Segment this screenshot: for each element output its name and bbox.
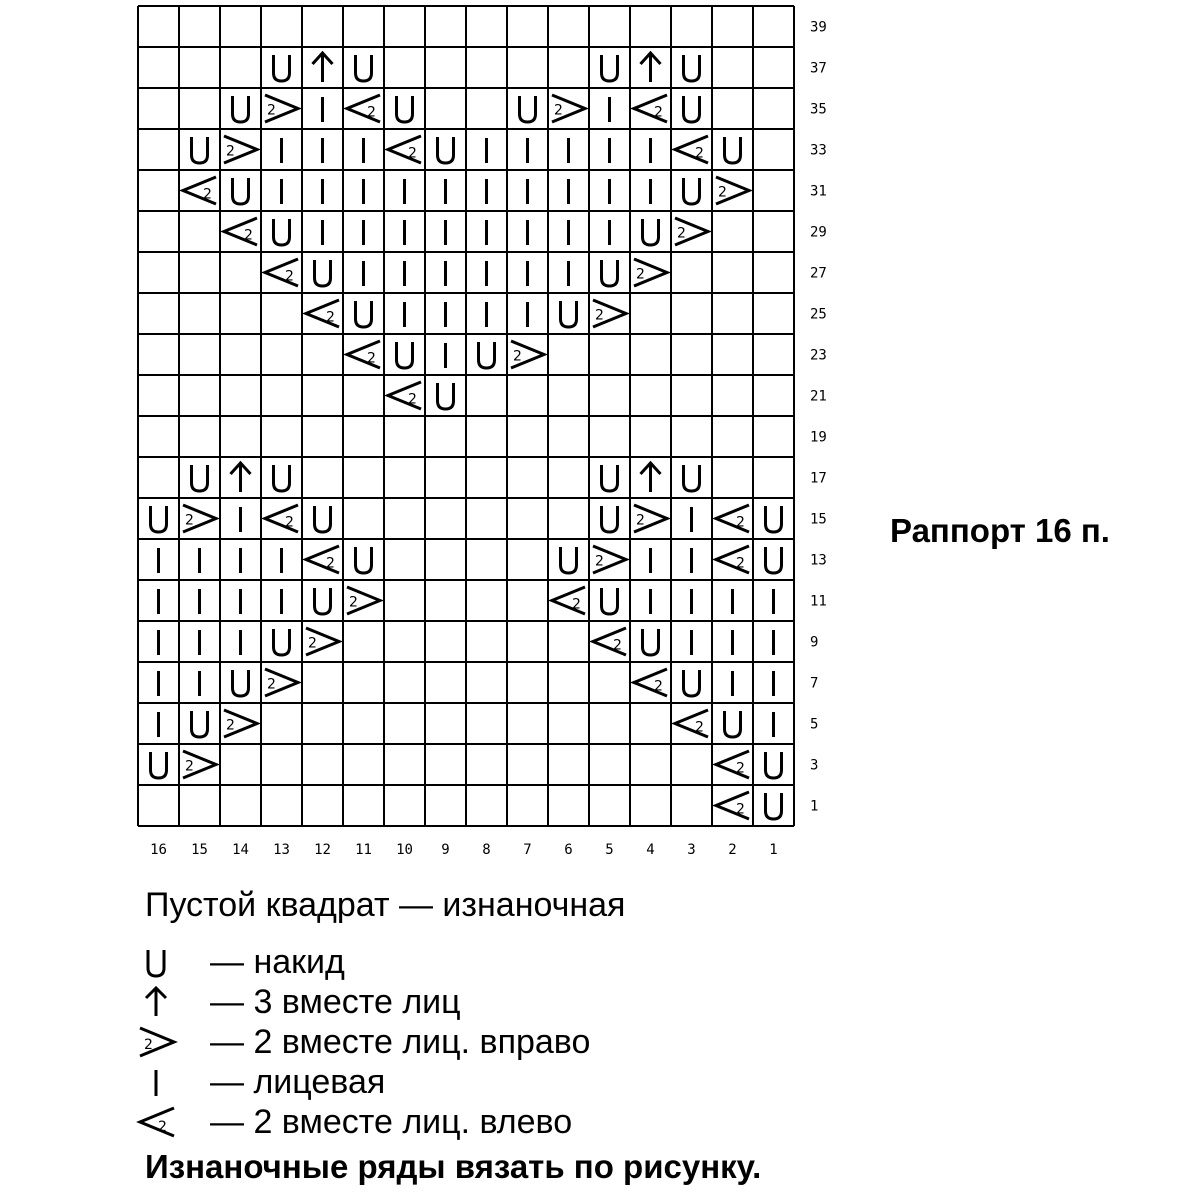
row-number: 35 xyxy=(810,101,827,118)
column-number: 13 xyxy=(273,842,290,858)
legend-item-yarn-over xyxy=(130,942,830,982)
yarn-over-icon xyxy=(766,506,782,532)
k3tog-icon xyxy=(130,982,190,1022)
yarn-over-icon xyxy=(438,137,454,163)
legend-item-k2tog-right xyxy=(130,1022,830,1062)
k2tog-right-number: 2 xyxy=(595,307,604,324)
yarn-over-icon xyxy=(725,711,741,737)
yarn-over-icon xyxy=(766,793,782,819)
row-number: 33 xyxy=(810,142,827,159)
k2tog-right-number: 2 xyxy=(554,102,563,119)
svg-text:2: 2 xyxy=(144,1037,153,1053)
yarn-over-icon xyxy=(151,506,167,532)
k2tog-left-number: 2 xyxy=(736,801,745,818)
k2tog-right-number: 2 xyxy=(267,676,276,693)
row-number: 21 xyxy=(810,388,827,405)
k2tog-left-number: 2 xyxy=(654,104,663,121)
k2tog-left-number: 2 xyxy=(367,350,376,367)
yarn-over-icon xyxy=(725,137,741,163)
yarn-over-icon xyxy=(602,260,618,286)
footnote: Изнаночные ряды вязать по рисунку. xyxy=(145,1148,762,1185)
k2tog-left-number: 2 xyxy=(285,268,294,285)
row-number: 27 xyxy=(810,265,827,282)
column-number: 2 xyxy=(728,842,737,858)
yarn-over-icon xyxy=(643,629,659,655)
k2tog-right-icon xyxy=(130,1022,190,1062)
yarn-over-icon xyxy=(766,752,782,778)
k2tog-right-number: 2 xyxy=(226,143,235,160)
yarn-over-icon xyxy=(479,342,495,368)
column-number: 15 xyxy=(191,842,208,858)
yarn-over-icon xyxy=(130,942,190,982)
yarn-over-icon xyxy=(274,629,290,655)
k2tog-right-number: 2 xyxy=(677,225,686,242)
yarn-over-icon xyxy=(192,137,208,163)
yarn-over-icon xyxy=(561,301,577,327)
yarn-over-icon xyxy=(274,219,290,245)
k2tog-left-number: 2 xyxy=(654,678,663,695)
k2tog-left-number: 2 xyxy=(203,186,212,203)
row-number: 37 xyxy=(810,60,827,77)
legend-item-k3tog xyxy=(130,982,830,1022)
legend-text: — 2 вместе лиц. влево xyxy=(210,1103,573,1141)
k2tog-left-number: 2 xyxy=(285,514,294,531)
k2tog-right-number: 2 xyxy=(513,348,522,365)
k2tog-left-number: 2 xyxy=(244,227,253,244)
column-number: 8 xyxy=(482,842,491,858)
yarn-over-icon xyxy=(602,465,618,491)
row-number: 15 xyxy=(810,511,827,528)
yarn-over-icon xyxy=(684,96,700,122)
yarn-over-icon xyxy=(151,752,167,778)
row-number: 7 xyxy=(810,675,819,692)
yarn-over-icon xyxy=(274,465,290,491)
column-number: 12 xyxy=(314,842,331,858)
yarn-over-icon xyxy=(766,547,782,573)
column-number: 14 xyxy=(232,842,249,858)
row-number: 23 xyxy=(810,347,827,364)
legend-text: — лицевая xyxy=(210,1063,386,1101)
k2tog-left-number: 2 xyxy=(408,145,417,162)
k2tog-left-number: 2 xyxy=(408,391,417,408)
row-number: 25 xyxy=(810,306,827,323)
yarn-over-icon xyxy=(684,178,700,204)
legend-text: — накид xyxy=(210,943,345,981)
legend-text: — 2 вместе лиц. вправо xyxy=(210,1023,591,1061)
k2tog-right-number: 2 xyxy=(226,717,235,734)
yarn-over-icon xyxy=(684,670,700,696)
row-number: 29 xyxy=(810,224,827,241)
rapport-label: Раппорт 16 п. xyxy=(890,512,1110,549)
yarn-over-icon xyxy=(233,670,249,696)
row-number: 13 xyxy=(810,552,827,569)
k2tog-right-number: 2 xyxy=(349,594,358,611)
legend-item-k2tog-left xyxy=(130,1102,830,1142)
yarn-over-icon xyxy=(233,178,249,204)
k2tog-right-number: 2 xyxy=(267,102,276,119)
yarn-over-icon xyxy=(684,55,700,81)
k2tog-right-number: 2 xyxy=(636,512,645,529)
svg-text:2: 2 xyxy=(158,1119,167,1135)
yarn-over-icon xyxy=(315,506,331,532)
yarn-over-icon xyxy=(561,547,577,573)
yarn-over-icon xyxy=(643,219,659,245)
yarn-over-icon xyxy=(602,506,618,532)
yarn-over-icon xyxy=(397,96,413,122)
column-number: 10 xyxy=(396,842,413,858)
legend-title: Пустой квадрат — изнаночная xyxy=(145,886,626,924)
k2tog-left-number: 2 xyxy=(736,514,745,531)
row-number: 3 xyxy=(810,757,819,774)
row-number: 31 xyxy=(810,183,827,200)
row-number: 5 xyxy=(810,716,819,733)
yarn-over-icon xyxy=(602,55,618,81)
k2tog-left-number: 2 xyxy=(326,555,335,572)
row-number: 1 xyxy=(810,798,819,815)
yarn-over-icon xyxy=(520,96,536,122)
yarn-over-icon xyxy=(438,383,454,409)
column-number: 9 xyxy=(441,842,450,858)
k2tog-left-number: 2 xyxy=(736,760,745,777)
yarn-over-icon xyxy=(356,55,372,81)
column-number: 3 xyxy=(687,842,696,858)
column-number: 11 xyxy=(355,842,372,858)
row-number: 11 xyxy=(810,593,827,610)
row-number: 17 xyxy=(810,470,827,487)
k2tog-right-number: 2 xyxy=(308,635,317,652)
yarn-over-icon xyxy=(602,588,618,614)
legend-text: — 3 вместе лиц xyxy=(210,983,461,1021)
k2tog-left-icon xyxy=(130,1102,190,1142)
k2tog-right-number: 2 xyxy=(185,758,194,775)
k2tog-right-number: 2 xyxy=(636,266,645,283)
k2tog-right-number: 2 xyxy=(185,512,194,529)
column-number: 16 xyxy=(150,842,167,858)
row-number: 39 xyxy=(810,19,827,36)
row-number: 9 xyxy=(810,634,819,651)
yarn-over-icon xyxy=(274,55,290,81)
row-number: 19 xyxy=(810,429,827,446)
legend-item-knit xyxy=(130,1062,830,1102)
k2tog-left-number: 2 xyxy=(695,145,704,162)
column-number: 5 xyxy=(605,842,614,858)
yarn-over-icon xyxy=(397,342,413,368)
yarn-over-icon xyxy=(356,301,372,327)
yarn-over-icon xyxy=(356,547,372,573)
column-number: 4 xyxy=(646,842,655,858)
k2tog-right-number: 2 xyxy=(718,184,727,201)
yarn-over-icon xyxy=(315,588,331,614)
k2tog-left-number: 2 xyxy=(572,596,581,613)
column-number: 6 xyxy=(564,842,573,858)
yarn-over-icon xyxy=(684,465,700,491)
column-number: 1 xyxy=(769,842,778,858)
k2tog-left-number: 2 xyxy=(367,104,376,121)
knit-icon xyxy=(130,1062,190,1102)
yarn-over-icon xyxy=(315,260,331,286)
k2tog-left-number: 2 xyxy=(613,637,622,654)
k2tog-right-number: 2 xyxy=(595,553,604,570)
yarn-over-icon xyxy=(192,465,208,491)
yarn-over-icon xyxy=(192,711,208,737)
column-number: 7 xyxy=(523,842,532,858)
k2tog-left-number: 2 xyxy=(326,309,335,326)
k2tog-left-number: 2 xyxy=(736,555,745,572)
k2tog-left-number: 2 xyxy=(695,719,704,736)
yarn-over-icon xyxy=(233,96,249,122)
